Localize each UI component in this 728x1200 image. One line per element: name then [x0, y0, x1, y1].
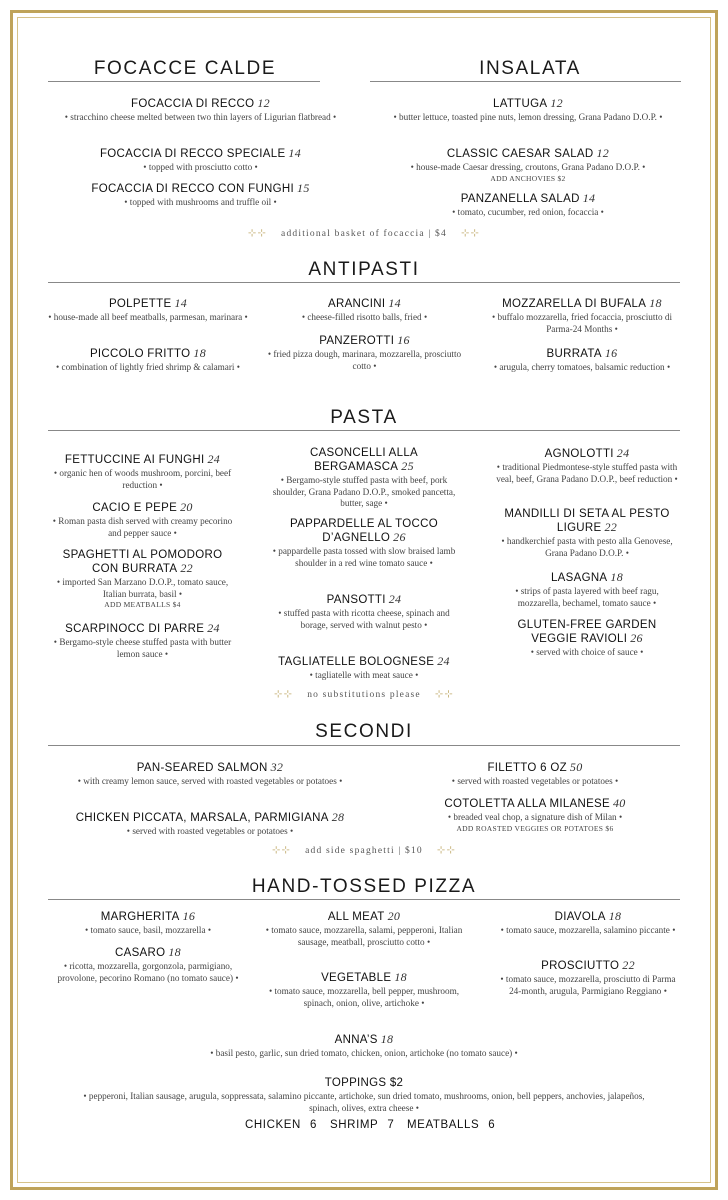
item-description: • served with roasted vegetables or potatoes • [48, 826, 372, 838]
item-name: CACIO E PEPE 20 [92, 500, 193, 514]
item-description: • house-made Caesar dressing, croutons, Grana Padano D.O.P. • [378, 162, 678, 174]
item-price: 20 [387, 909, 401, 923]
item-name: CASONCELLI ALLA BERGAMASCA 25 [309, 447, 419, 473]
menu-item [265, 910, 463, 948]
item-price: 50 [569, 760, 583, 774]
item-name: FOCACCIA DI RECCO 12 [131, 96, 270, 110]
item-name: CASARO 18 [115, 945, 181, 959]
item-name: PANZANELLA SALAD 14 [460, 191, 596, 205]
item-description: • served with choice of sauce • [494, 647, 680, 659]
item-description: • ricotta, mozzarella, gorgonzola, parmigiano, provolone, pecorino Romano (no tomato sauce) • [48, 961, 248, 984]
menu-item [378, 192, 678, 219]
item-description: • stuffed pasta with ricotta cheese, spinach and borage, served with walnut pesto • [267, 608, 461, 631]
menu-item [265, 971, 463, 1009]
item-name: SPAGHETTI AL POMODORO CON BURRATA 22 [62, 549, 223, 575]
item-description: • Bergamo-style stuffed pasta with beef, pork shoulder, Grana Padano D.O.P., smoked pancetta, butter, sage • [267, 475, 461, 510]
item-description: • tomato sauce, mozzarella, salami, pepperoni, Italian sausage, meatball, prosciutto cotto • [265, 925, 463, 948]
item-name: PANSOTTI 24 [326, 592, 402, 606]
item-price: 18 [193, 346, 207, 360]
menu-item [48, 97, 353, 124]
topping-meat-shrimp: SHRIMP 7 [330, 1119, 395, 1131]
section-rule [48, 282, 680, 283]
item-note: ADD MEATBALLS $4 [104, 600, 181, 610]
item-price: 14 [288, 146, 302, 160]
item-description: • stracchino cheese melted between two thin layers of Ligurian flatbread • [48, 112, 353, 124]
item-price: 40 [613, 796, 626, 810]
topping-meat-chicken: CHICKEN 6 [245, 1119, 317, 1131]
menu-item [494, 447, 680, 485]
item-price: 32 [270, 760, 284, 774]
item-name: LASAGNA 18 [550, 570, 624, 584]
item-price: 24 [616, 446, 630, 460]
item-description: • pappardelle pasta tossed with slow braised lamb shoulder in a red wine tomato sauce • [267, 546, 461, 569]
item-name: PICCOLO FRITTO 18 [89, 346, 207, 360]
item-name: MOZZARELLA DI BUFALA 18 [502, 296, 662, 310]
item-name: COTOLETTA ALLA MILANESE 40 [444, 796, 626, 810]
item-price: 18 [380, 1032, 394, 1046]
menu-item [267, 518, 461, 569]
item-name: BURRATA 16 [546, 346, 618, 360]
ornament-icon: ⊹⊹ [274, 689, 294, 700]
item-description: • strips of pasta layered with beef ragu, mozzarella, bechamel, tomato sauce • [494, 586, 680, 609]
menu-item [267, 593, 461, 631]
item-price: 24 [388, 592, 402, 606]
toppings-block [75, 1077, 653, 1114]
menu-item [262, 297, 467, 324]
menu-item [267, 447, 461, 510]
toppings-title: TOPPINGS $2 [324, 1077, 404, 1089]
item-description: • butter lettuce, toasted pine nuts, lemon dressing, Grana Padano D.O.P. • [378, 112, 678, 124]
item-price: 18 [649, 296, 662, 310]
item-description: • Bergamo-style cheese stuffed pasta with butter lemon sauce • [50, 637, 235, 660]
item-description: • breaded veal chop, a signature dish of Milan • [390, 812, 680, 824]
item-description: • topped with mushrooms and truffle oil • [48, 197, 353, 209]
item-description: • fried pizza dough, marinara, mozzarella, prosciutto cotto • [262, 349, 467, 372]
item-name: ANNA’S 18 [334, 1032, 394, 1046]
menu-item [50, 453, 235, 491]
item-description: • arugula, cherry tomatoes, balsamic reduction • [482, 362, 682, 374]
menu-item [482, 297, 682, 335]
focaccia-basket-line: ⊹⊹ additional basket of focaccia | $4 ⊹⊹ [247, 228, 481, 239]
menu-item [50, 622, 235, 660]
item-price: 22 [622, 958, 635, 972]
item-name: FOCACCIA DI RECCO CON FUNGHI 15 [91, 181, 310, 195]
item-description: • tomato sauce, basil, mozzarella • [48, 925, 248, 937]
item-price: 16 [397, 333, 410, 347]
item-name: GLUTEN-FREE GARDEN VEGGIE RAVIOLI 26 [517, 619, 657, 645]
item-price: 14 [174, 296, 188, 310]
toppings-list: • pepperoni, Italian sausage, arugula, soppressata, salamino piccante, artichoke, sun dried tomato, mushrooms, onion, bell peppers, anchovies, jalapeños, spinach, olives, extra cheese • [75, 1091, 653, 1114]
item-description: • with creamy lemon sauce, served with roasted vegetables or potatoes • [60, 776, 360, 788]
no-substitutions-line: ⊹⊹ no substitutions please ⊹⊹ [274, 689, 454, 700]
menu-item [390, 761, 680, 788]
item-price: 18 [608, 909, 622, 923]
section-rule [48, 81, 320, 82]
section-title-pizza: HAND-TOSSED PIZZA [251, 876, 477, 897]
item-price: 16 [604, 346, 618, 360]
item-description: • tomato sauce, mozzarella, salamino piccante • [496, 925, 680, 937]
menu-item [262, 334, 467, 372]
section-title-focacce: FOCACCE CALDE [93, 58, 277, 79]
item-name: VEGETABLE 18 [321, 970, 407, 984]
menu-item [48, 811, 372, 838]
section-rule [48, 745, 680, 746]
menu-item [494, 508, 680, 559]
item-price: 12 [257, 96, 270, 110]
menu-item [48, 910, 248, 937]
menu-item [390, 797, 680, 834]
item-price: 14 [582, 191, 596, 205]
section-rule [48, 430, 680, 431]
item-price: 22 [604, 520, 618, 534]
item-note: ADD ROASTED VEGGIES OR POTATOES $6 [456, 823, 614, 833]
menu-item [496, 959, 680, 997]
section-title-secondi: SECONDI [315, 721, 413, 742]
section-title-antipasti: ANTIPASTI [308, 259, 420, 280]
menu-item [494, 571, 680, 609]
item-price: 28 [331, 810, 345, 824]
menu-item [48, 347, 248, 374]
section-rule [370, 81, 681, 82]
item-name: CHICKEN PICCATA, MARSALA, PARMIGIANA 28 [75, 810, 345, 824]
ornament-icon: ⊹⊹ [436, 845, 457, 856]
item-name: MANDILLI DI SETA AL PESTO LIGURE 22 [504, 508, 670, 534]
item-name: SCARPINOCC DI PARRE 24 [65, 621, 220, 635]
item-note: ADD ANCHOVIES $2 [490, 173, 566, 183]
item-price: 22 [180, 561, 193, 575]
item-description: • tomato sauce, mozzarella, bell pepper, mushroom, spinach, onion, olive, artichoke • [265, 986, 463, 1009]
item-name: PAPPARDELLE AL TOCCO D’AGNELLO 26 [290, 518, 438, 544]
item-name: FILETTO 6 OZ 50 [487, 760, 583, 774]
menu-item [48, 297, 248, 324]
item-name: DIAVOLA 18 [554, 909, 622, 923]
item-price: 18 [168, 945, 181, 959]
item-price: 24 [437, 654, 450, 668]
menu-item [496, 910, 680, 937]
ornament-icon: ⊹⊹ [434, 689, 454, 700]
item-price: 16 [182, 909, 196, 923]
ornament-icon: ⊹⊹ [247, 228, 268, 239]
menu-item [50, 501, 235, 539]
item-name: POLPETTE 14 [108, 296, 188, 310]
item-price: 12 [596, 146, 610, 160]
item-name: FETTUCCINE AI FUNGHI 24 [64, 452, 221, 466]
item-description: • cheese-filled risotto balls, fried • [262, 312, 467, 324]
item-name: LATTUGA 12 [493, 96, 563, 110]
menu-item [48, 946, 248, 984]
menu-item [494, 619, 680, 659]
item-price: 20 [180, 500, 193, 514]
item-price: 15 [297, 181, 310, 195]
item-description: • organic hen of woods mushroom, porcini, beef reduction • [50, 468, 235, 491]
item-price: 26 [393, 530, 406, 544]
item-name: MARGHERITA 16 [100, 909, 196, 923]
item-description: • buffalo mozzarella, fried focaccia, prosciutto di Parma-24 Months • [482, 312, 682, 335]
item-name: FOCACCIA DI RECCO SPECIALE 14 [99, 146, 302, 160]
item-name: ALL MEAT 20 [327, 909, 401, 923]
item-price: 26 [630, 631, 643, 645]
item-description: • tagliatelle with meat sauce • [257, 670, 471, 682]
item-name: PROSCIUTTO 22 [541, 958, 635, 972]
section-rule [48, 899, 680, 900]
side-spaghetti-line: ⊹⊹ add side spaghetti | $10 ⊹⊹ [271, 845, 457, 856]
item-name: ARANCINI 14 [328, 296, 401, 310]
menu-item [48, 1033, 680, 1060]
item-description: • Roman pasta dish served with creamy pecorino and pepper sauce • [50, 516, 235, 539]
item-description: • topped with prosciutto cotto • [48, 162, 353, 174]
item-name: PAN-SEARED SALMON 32 [136, 760, 284, 774]
menu-item [60, 761, 360, 788]
item-description: • combination of lightly fried shrimp & calamari • [48, 362, 248, 374]
menu-item [482, 347, 682, 374]
ornament-icon: ⊹⊹ [460, 228, 481, 239]
section-title-insalata: INSALATA [479, 58, 581, 79]
item-description: • handkerchief pasta with pesto alla Genovese, Grana Padano D.O.P. • [494, 536, 680, 559]
item-price: 25 [401, 459, 414, 473]
menu-item [378, 147, 678, 184]
item-description: • tomato sauce, mozzarella, prosciutto di Parma 24-month, arugula, Parmigiano Reggiano • [496, 974, 680, 997]
menu-item [257, 655, 471, 682]
item-name: PANZEROTTI 16 [319, 333, 410, 347]
item-description: • basil pesto, garlic, sun dried tomato, chicken, onion, artichoke (no tomato sauce) • [48, 1048, 680, 1060]
item-price: 18 [394, 970, 407, 984]
item-description: • traditional Piedmontese-style stuffed pasta with veal, beef, Grana Padano D.O.P., beef reduction • [494, 462, 680, 485]
item-price: 18 [610, 570, 624, 584]
item-description: • served with roasted vegetables or potatoes • [390, 776, 680, 788]
item-description: • imported San Marzano D.O.P., tomato sauce, Italian burrata, basil • [50, 577, 235, 600]
item-name: TAGLIATELLE BOLOGNESE 24 [278, 654, 450, 668]
menu-item [48, 147, 353, 174]
menu-item [48, 182, 353, 209]
item-description: • house-made all beef meatballs, parmesan, marinara • [48, 312, 248, 324]
item-price: 12 [550, 96, 563, 110]
item-name: CLASSIC CAESAR SALAD 12 [446, 146, 610, 160]
item-price: 24 [207, 621, 220, 635]
menu-item [378, 97, 678, 124]
item-description: • tomato, cucumber, red onion, focaccia • [378, 207, 678, 219]
item-price: 14 [388, 296, 401, 310]
section-title-pasta: PASTA [330, 407, 398, 428]
menu-item [50, 549, 235, 610]
item-price: 24 [207, 452, 221, 466]
item-name: AGNOLOTTI 24 [544, 446, 630, 460]
topping-meat-meatballs: MEATBALLS 6 [407, 1119, 496, 1131]
ornament-icon: ⊹⊹ [271, 845, 292, 856]
